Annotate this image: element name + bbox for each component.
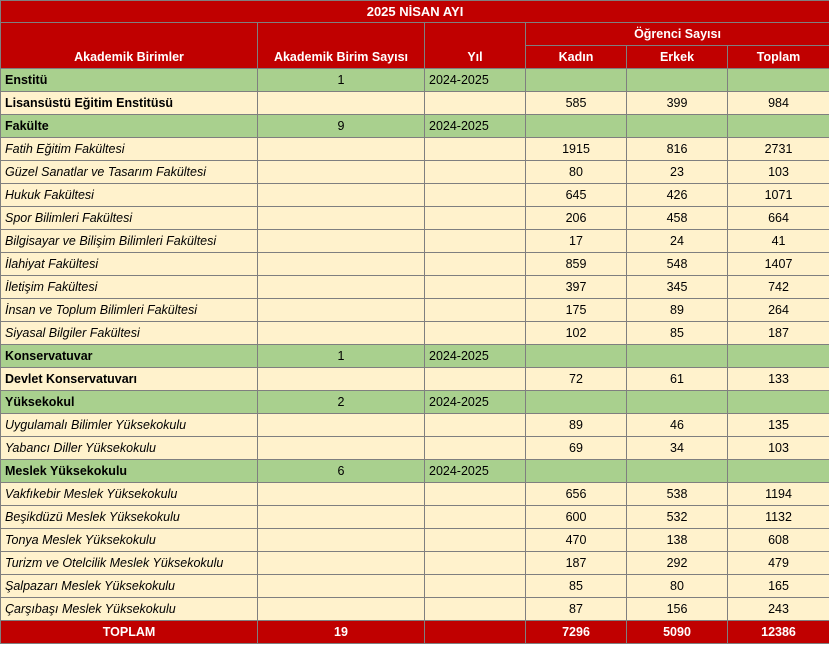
unit-count: [258, 506, 425, 529]
unit-name: Hukuk Fakültesi: [1, 184, 258, 207]
unit-erkek: 292: [627, 552, 728, 575]
unit-kadin: 72: [526, 368, 627, 391]
unit-erkek: 61: [627, 368, 728, 391]
unit-name: Spor Bilimleri Fakültesi: [1, 207, 258, 230]
unit-year: [425, 414, 526, 437]
category-erkek: [627, 69, 728, 92]
unit-year: [425, 437, 526, 460]
unit-row: [1, 414, 829, 437]
unit-count: [258, 184, 425, 207]
unit-toplam: 1194: [728, 483, 829, 506]
unit-kadin: 87: [526, 598, 627, 621]
unit-kadin: 1915: [526, 138, 627, 161]
unit-erkek: 345: [627, 276, 728, 299]
category-count: 2: [258, 391, 425, 414]
total-label: TOPLAM: [1, 621, 258, 644]
unit-year: [425, 276, 526, 299]
category-count: 1: [258, 69, 425, 92]
category-count: 6: [258, 460, 425, 483]
unit-kadin: 585: [526, 92, 627, 115]
category-name: Yüksekokul: [1, 391, 258, 414]
unit-row: [1, 92, 829, 115]
unit-kadin: 645: [526, 184, 627, 207]
unit-year: [425, 368, 526, 391]
category-name: Meslek Yüksekokulu: [1, 460, 258, 483]
category-kadin: [526, 460, 627, 483]
unit-name: İnsan ve Toplum Bilimleri Fakültesi: [1, 299, 258, 322]
unit-row: [1, 575, 829, 598]
category-name: Fakülte: [1, 115, 258, 138]
unit-erkek: 80: [627, 575, 728, 598]
unit-name: Fatih Eğitim Fakültesi: [1, 138, 258, 161]
unit-count: [258, 483, 425, 506]
unit-kadin: 175: [526, 299, 627, 322]
category-erkek: [627, 391, 728, 414]
unit-toplam: 479: [728, 552, 829, 575]
category-toplam: [728, 115, 829, 138]
unit-count: [258, 598, 425, 621]
unit-year: [425, 207, 526, 230]
header-kadin: Kadın: [526, 46, 627, 69]
total-count: 19: [258, 621, 425, 644]
unit-erkek: 816: [627, 138, 728, 161]
unit-name: Tonya Meslek Yüksekokulu: [1, 529, 258, 552]
table-body: [1, 69, 829, 621]
unit-name: Lisansüstü Eğitim Enstitüsü: [1, 92, 258, 115]
category-erkek: [627, 115, 728, 138]
category-kadin: [526, 345, 627, 368]
unit-count: [258, 230, 425, 253]
table-title: 2025 NİSAN AYI: [1, 1, 829, 23]
unit-row: [1, 598, 829, 621]
total-year: [425, 621, 526, 644]
unit-row: [1, 529, 829, 552]
unit-count: [258, 322, 425, 345]
unit-toplam: 135: [728, 414, 829, 437]
unit-count: [258, 207, 425, 230]
unit-count: [258, 368, 425, 391]
unit-count: [258, 161, 425, 184]
header-akademik-birimler: Akademik Birimler: [1, 23, 258, 69]
unit-row: [1, 207, 829, 230]
unit-name: Devlet Konservatuvarı: [1, 368, 258, 391]
unit-kadin: 102: [526, 322, 627, 345]
unit-toplam: 165: [728, 575, 829, 598]
unit-year: [425, 138, 526, 161]
unit-erkek: 24: [627, 230, 728, 253]
unit-kadin: 397: [526, 276, 627, 299]
category-toplam: [728, 391, 829, 414]
unit-row: [1, 506, 829, 529]
unit-erkek: 538: [627, 483, 728, 506]
unit-toplam: 664: [728, 207, 829, 230]
unit-toplam: 133: [728, 368, 829, 391]
unit-name: İletişim Fakültesi: [1, 276, 258, 299]
header-toplam: Toplam: [728, 46, 829, 69]
unit-count: [258, 575, 425, 598]
unit-toplam: 103: [728, 161, 829, 184]
category-toplam: [728, 69, 829, 92]
unit-count: [258, 552, 425, 575]
unit-kadin: 89: [526, 414, 627, 437]
unit-name: Şalpazarı Meslek Yüksekokulu: [1, 575, 258, 598]
unit-count: [258, 299, 425, 322]
unit-row: [1, 184, 829, 207]
unit-year: [425, 230, 526, 253]
unit-count: [258, 253, 425, 276]
category-count: 1: [258, 345, 425, 368]
unit-year: [425, 598, 526, 621]
unit-name: Uygulamalı Bilimler Yüksekokulu: [1, 414, 258, 437]
category-toplam: [728, 460, 829, 483]
unit-erkek: 458: [627, 207, 728, 230]
category-row: [1, 69, 829, 92]
unit-row: [1, 299, 829, 322]
unit-kadin: 206: [526, 207, 627, 230]
unit-row: [1, 276, 829, 299]
unit-year: [425, 552, 526, 575]
unit-name: Yabancı Diller Yüksekokulu: [1, 437, 258, 460]
unit-erkek: 85: [627, 322, 728, 345]
category-year: 2024-2025: [425, 460, 526, 483]
unit-toplam: 608: [728, 529, 829, 552]
unit-year: [425, 575, 526, 598]
unit-kadin: 859: [526, 253, 627, 276]
unit-kadin: 69: [526, 437, 627, 460]
category-count: 9: [258, 115, 425, 138]
unit-row: [1, 138, 829, 161]
header-ogrenci-sayisi: Öğrenci Sayısı: [526, 23, 829, 46]
unit-erkek: 399: [627, 92, 728, 115]
unit-name: Çarşıbaşı Meslek Yüksekokulu: [1, 598, 258, 621]
unit-row: [1, 483, 829, 506]
category-year: 2024-2025: [425, 345, 526, 368]
category-year: 2024-2025: [425, 69, 526, 92]
unit-year: [425, 529, 526, 552]
category-name: Konservatuvar: [1, 345, 258, 368]
unit-kadin: 85: [526, 575, 627, 598]
category-row: [1, 391, 829, 414]
unit-kadin: 470: [526, 529, 627, 552]
total-row: [1, 621, 829, 644]
category-erkek: [627, 345, 728, 368]
unit-count: [258, 414, 425, 437]
unit-row: [1, 322, 829, 345]
unit-kadin: 17: [526, 230, 627, 253]
category-erkek: [627, 460, 728, 483]
unit-year: [425, 161, 526, 184]
unit-toplam: 1407: [728, 253, 829, 276]
category-year: 2024-2025: [425, 391, 526, 414]
unit-row: [1, 253, 829, 276]
unit-row: [1, 161, 829, 184]
unit-kadin: 187: [526, 552, 627, 575]
unit-erkek: 548: [627, 253, 728, 276]
unit-year: [425, 92, 526, 115]
unit-year: [425, 184, 526, 207]
unit-name: Güzel Sanatlar ve Tasarım Fakültesi: [1, 161, 258, 184]
unit-erkek: 156: [627, 598, 728, 621]
header-birim-sayisi: Akademik Birim Sayısı: [258, 23, 425, 69]
unit-year: [425, 483, 526, 506]
unit-toplam: 1071: [728, 184, 829, 207]
category-name: Enstitü: [1, 69, 258, 92]
unit-row: [1, 230, 829, 253]
unit-erkek: 426: [627, 184, 728, 207]
category-row: [1, 345, 829, 368]
unit-toplam: 243: [728, 598, 829, 621]
total-kadin: 7296: [526, 621, 627, 644]
unit-name: Siyasal Bilgiler Fakültesi: [1, 322, 258, 345]
header-yil: Yıl: [425, 23, 526, 69]
category-row: [1, 460, 829, 483]
unit-erkek: 46: [627, 414, 728, 437]
unit-erkek: 34: [627, 437, 728, 460]
unit-year: [425, 299, 526, 322]
unit-kadin: 80: [526, 161, 627, 184]
category-year: 2024-2025: [425, 115, 526, 138]
unit-toplam: 2731: [728, 138, 829, 161]
unit-erkek: 138: [627, 529, 728, 552]
total-toplam: 12386: [728, 621, 829, 644]
unit-erkek: 532: [627, 506, 728, 529]
unit-count: [258, 529, 425, 552]
unit-year: [425, 506, 526, 529]
unit-toplam: 1132: [728, 506, 829, 529]
unit-row: [1, 437, 829, 460]
unit-row: [1, 368, 829, 391]
category-toplam: [728, 345, 829, 368]
unit-count: [258, 92, 425, 115]
unit-kadin: 600: [526, 506, 627, 529]
unit-year: [425, 322, 526, 345]
unit-kadin: 656: [526, 483, 627, 506]
unit-erkek: 89: [627, 299, 728, 322]
header-erkek: Erkek: [627, 46, 728, 69]
category-kadin: [526, 69, 627, 92]
unit-year: [425, 253, 526, 276]
unit-name: Beşikdüzü Meslek Yüksekokulu: [1, 506, 258, 529]
unit-count: [258, 138, 425, 161]
unit-toplam: 984: [728, 92, 829, 115]
category-kadin: [526, 115, 627, 138]
unit-count: [258, 276, 425, 299]
unit-toplam: 103: [728, 437, 829, 460]
unit-row: [1, 552, 829, 575]
unit-name: Vakfıkebir Meslek Yüksekokulu: [1, 483, 258, 506]
unit-toplam: 41: [728, 230, 829, 253]
total-erkek: 5090: [627, 621, 728, 644]
category-row: [1, 115, 829, 138]
unit-toplam: 742: [728, 276, 829, 299]
unit-count: [258, 437, 425, 460]
category-kadin: [526, 391, 627, 414]
unit-name: Turizm ve Otelcilik Meslek Yüksekokulu: [1, 552, 258, 575]
unit-erkek: 23: [627, 161, 728, 184]
unit-name: Bilgisayar ve Bilişim Bilimleri Fakültesi: [1, 230, 258, 253]
unit-toplam: 187: [728, 322, 829, 345]
unit-name: İlahiyat Fakültesi: [1, 253, 258, 276]
unit-toplam: 264: [728, 299, 829, 322]
